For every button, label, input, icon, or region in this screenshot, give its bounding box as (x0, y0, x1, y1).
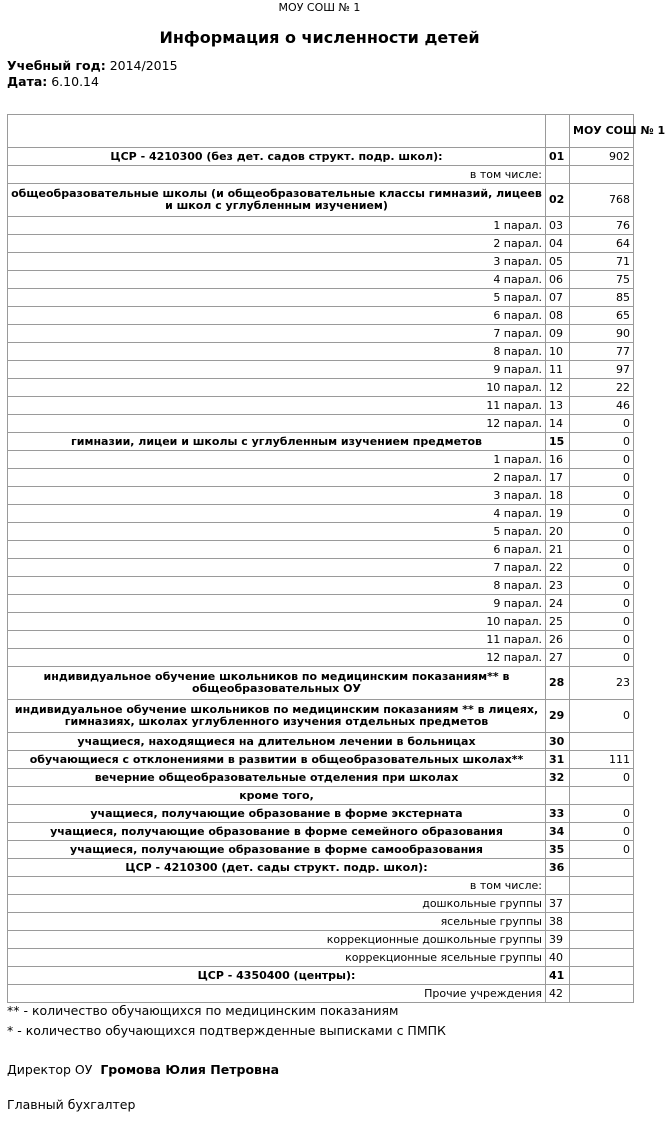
row-code: 31 (546, 751, 570, 769)
footnote-pmpk: * - количество обучающихся подтвержденные выписками с ПМПК (7, 1023, 446, 1038)
table-row (8, 841, 634, 859)
table-row (8, 577, 634, 595)
director-signature (7, 1062, 279, 1077)
row-code: 28 (546, 667, 570, 700)
row-code: 38 (546, 913, 570, 931)
table-row (8, 541, 634, 559)
table-row (8, 166, 634, 184)
table-row (8, 769, 634, 787)
row-label: учащиеся, получающие образование в форме самообразования (8, 841, 546, 859)
table-row (8, 469, 634, 487)
row-code: 26 (546, 631, 570, 649)
row-value: 0 (570, 433, 634, 451)
row-label: 2 парал. (8, 469, 546, 487)
row-label: в том числе: (8, 877, 546, 895)
row-value: 77 (570, 343, 634, 361)
row-label: коррекционные дошкольные группы (8, 931, 546, 949)
table-row (8, 895, 634, 913)
table-row (8, 985, 634, 1003)
row-code: 04 (546, 235, 570, 253)
row-code (546, 166, 570, 184)
row-value: 46 (570, 397, 634, 415)
row-label: 6 парал. (8, 541, 546, 559)
row-code: 13 (546, 397, 570, 415)
table-row (8, 931, 634, 949)
row-value: 97 (570, 361, 634, 379)
row-label: 2 парал. (8, 235, 546, 253)
row-code: 19 (546, 505, 570, 523)
row-code: 32 (546, 769, 570, 787)
table-row (8, 217, 634, 235)
row-code: 41 (546, 967, 570, 985)
accountant-signature: Главный бухгалтер (7, 1097, 136, 1112)
row-value: 0 (570, 541, 634, 559)
row-code: 40 (546, 949, 570, 967)
date-value: 6.10.14 (51, 74, 99, 89)
row-value: 64 (570, 235, 634, 253)
row-value: 902 (570, 148, 634, 166)
table-row (8, 235, 634, 253)
row-code: 03 (546, 217, 570, 235)
table-row (8, 325, 634, 343)
row-label: индивидуальное обучение школьников по медицинским показаниям** в общеобразовательных ОУ (8, 667, 546, 700)
row-label: 1 парал. (8, 451, 546, 469)
page-title: Информация о численности детей (159, 28, 480, 47)
row-code: 39 (546, 931, 570, 949)
row-label: 11 парал. (8, 631, 546, 649)
row-label: дошкольные группы (8, 895, 546, 913)
row-code: 21 (546, 541, 570, 559)
table-row (8, 253, 634, 271)
table-row (8, 787, 634, 805)
row-code: 16 (546, 451, 570, 469)
row-label: учащиеся, находящиеся на длительном лечении в больницах (8, 733, 546, 751)
row-value: 0 (570, 559, 634, 577)
row-value: 0 (570, 649, 634, 667)
row-label: обучающиеся с отклонениями в развитии в общеобразовательных школах** (8, 751, 546, 769)
row-value: 0 (570, 415, 634, 433)
table-row (8, 379, 634, 397)
row-value: 65 (570, 307, 634, 325)
footnote-medical: ** - количество обучающихся по медицинским показаниям (7, 1003, 399, 1018)
row-code: 36 (546, 859, 570, 877)
row-label: ЦСР - 4210300 (дет. сады структ. подр. школ): (8, 859, 546, 877)
row-value: 0 (570, 505, 634, 523)
date-line (7, 74, 639, 90)
row-label: 5 парал. (8, 523, 546, 541)
row-value: 22 (570, 379, 634, 397)
row-label: 3 парал. (8, 487, 546, 505)
row-value: 90 (570, 325, 634, 343)
row-code (546, 877, 570, 895)
row-label: учащиеся, получающие образование в форме экстерната (8, 805, 546, 823)
table-row (8, 859, 634, 877)
row-code: 30 (546, 733, 570, 751)
row-label: общеобразовательные школы (и общеобразовательные классы гимназий, лицеев и школ с углубленным изучением) (8, 184, 546, 217)
row-value (570, 877, 634, 895)
row-code (546, 787, 570, 805)
row-value: 0 (570, 700, 634, 733)
row-value: 76 (570, 217, 634, 235)
table-row (8, 361, 634, 379)
row-label: в том числе: (8, 166, 546, 184)
row-label: ЦСР - 4210300 (без дет. садов структ. подр. школ): (8, 148, 546, 166)
director-label: Директор ОУ (7, 1062, 93, 1077)
row-code: 23 (546, 577, 570, 595)
row-value: 0 (570, 469, 634, 487)
row-code: 33 (546, 805, 570, 823)
row-value: 0 (570, 613, 634, 631)
row-value: 71 (570, 253, 634, 271)
header-code-cell (546, 115, 570, 148)
table-row (8, 451, 634, 469)
row-value (570, 895, 634, 913)
school-year-label: Учебный год: (7, 58, 106, 73)
row-code: 37 (546, 895, 570, 913)
table-row (8, 649, 634, 667)
row-code: 35 (546, 841, 570, 859)
row-label: ясельные группы (8, 913, 546, 931)
row-code: 17 (546, 469, 570, 487)
row-label: 10 парал. (8, 379, 546, 397)
row-label: 4 парал. (8, 271, 546, 289)
row-value (570, 985, 634, 1003)
row-code: 24 (546, 595, 570, 613)
row-code: 20 (546, 523, 570, 541)
table-row (8, 184, 634, 217)
row-value: 0 (570, 451, 634, 469)
row-value (570, 859, 634, 877)
row-code: 07 (546, 289, 570, 307)
row-code: 08 (546, 307, 570, 325)
row-code: 01 (546, 148, 570, 166)
row-value: 0 (570, 823, 634, 841)
row-value (570, 913, 634, 931)
row-value: 23 (570, 667, 634, 700)
row-code: 27 (546, 649, 570, 667)
row-label: 8 парал. (8, 343, 546, 361)
date-label: Дата: (7, 74, 48, 89)
row-code: 18 (546, 487, 570, 505)
row-code: 02 (546, 184, 570, 217)
row-code: 42 (546, 985, 570, 1003)
table-header-row (8, 115, 634, 148)
row-value: 0 (570, 487, 634, 505)
table-row (8, 967, 634, 985)
row-value: 0 (570, 769, 634, 787)
table-row (8, 148, 634, 166)
table-row (8, 631, 634, 649)
row-code: 12 (546, 379, 570, 397)
column-header-school: МОУ СОШ № 1 (570, 115, 634, 148)
row-label: 12 парал. (8, 415, 546, 433)
row-value (570, 733, 634, 751)
row-value: 111 (570, 751, 634, 769)
report-meta (7, 58, 639, 90)
row-label: 8 парал. (8, 577, 546, 595)
table-row (8, 913, 634, 931)
row-value (570, 166, 634, 184)
table-row (8, 667, 634, 700)
row-label: коррекционные ясельные группы (8, 949, 546, 967)
director-name: Громова Юлия Петровна (100, 1062, 280, 1077)
table-row (8, 805, 634, 823)
row-label: 9 парал. (8, 361, 546, 379)
row-value (570, 787, 634, 805)
row-code: 22 (546, 559, 570, 577)
table-row (8, 415, 634, 433)
row-value: 0 (570, 595, 634, 613)
row-label: гимназии, лицеи и школы с углубленным изучением предметов (8, 433, 546, 451)
row-label: 7 парал. (8, 559, 546, 577)
row-value: 0 (570, 631, 634, 649)
table-row (8, 433, 634, 451)
row-label: учащиеся, получающие образование в форме семейного образования (8, 823, 546, 841)
row-code: 09 (546, 325, 570, 343)
row-value: 0 (570, 805, 634, 823)
row-label: 12 парал. (8, 649, 546, 667)
row-label: 1 парал. (8, 217, 546, 235)
footnotes (7, 1001, 446, 1041)
table-row (8, 487, 634, 505)
table-row (8, 307, 634, 325)
table-row (8, 289, 634, 307)
row-code: 15 (546, 433, 570, 451)
row-label: 3 парал. (8, 253, 546, 271)
table-row (8, 505, 634, 523)
table-row (8, 700, 634, 733)
org-name: МОУ СОШ № 1 (278, 1, 361, 14)
table-row (8, 733, 634, 751)
row-label: кроме того, (8, 787, 546, 805)
row-code: 29 (546, 700, 570, 733)
row-label: 9 парал. (8, 595, 546, 613)
row-value: 768 (570, 184, 634, 217)
table-row (8, 595, 634, 613)
table-row (8, 523, 634, 541)
table-row (8, 613, 634, 631)
table-row (8, 823, 634, 841)
row-label: 10 парал. (8, 613, 546, 631)
row-label: 4 парал. (8, 505, 546, 523)
row-code: 06 (546, 271, 570, 289)
row-value (570, 949, 634, 967)
table-row (8, 559, 634, 577)
table-row (8, 271, 634, 289)
row-value: 75 (570, 271, 634, 289)
row-value: 0 (570, 577, 634, 595)
row-value (570, 931, 634, 949)
row-label: 6 парал. (8, 307, 546, 325)
row-label: Прочие учреждения (8, 985, 546, 1003)
row-code: 25 (546, 613, 570, 631)
row-value: 85 (570, 289, 634, 307)
row-label: 11 парал. (8, 397, 546, 415)
row-code: 14 (546, 415, 570, 433)
row-code: 11 (546, 361, 570, 379)
table-row (8, 751, 634, 769)
row-value: 0 (570, 841, 634, 859)
row-label: ЦСР - 4350400 (центры): (8, 967, 546, 985)
row-label: индивидуальное обучение школьников по медицинским показаниям ** в лицеях, гимназиях, школах углубленного изучения отдельных предметов (8, 700, 546, 733)
table-row (8, 397, 634, 415)
row-code: 05 (546, 253, 570, 271)
school-year-line (7, 58, 639, 74)
row-label: 5 парал. (8, 289, 546, 307)
table-row (8, 877, 634, 895)
row-label: вечерние общеобразовательные отделения при школах (8, 769, 546, 787)
table-row (8, 343, 634, 361)
row-code: 34 (546, 823, 570, 841)
table-row (8, 949, 634, 967)
row-value: 0 (570, 523, 634, 541)
row-value (570, 967, 634, 985)
row-code: 10 (546, 343, 570, 361)
header-empty-cell (8, 115, 546, 148)
row-label: 7 парал. (8, 325, 546, 343)
school-year-value: 2014/2015 (109, 58, 178, 73)
children-count-table (7, 114, 665, 1003)
